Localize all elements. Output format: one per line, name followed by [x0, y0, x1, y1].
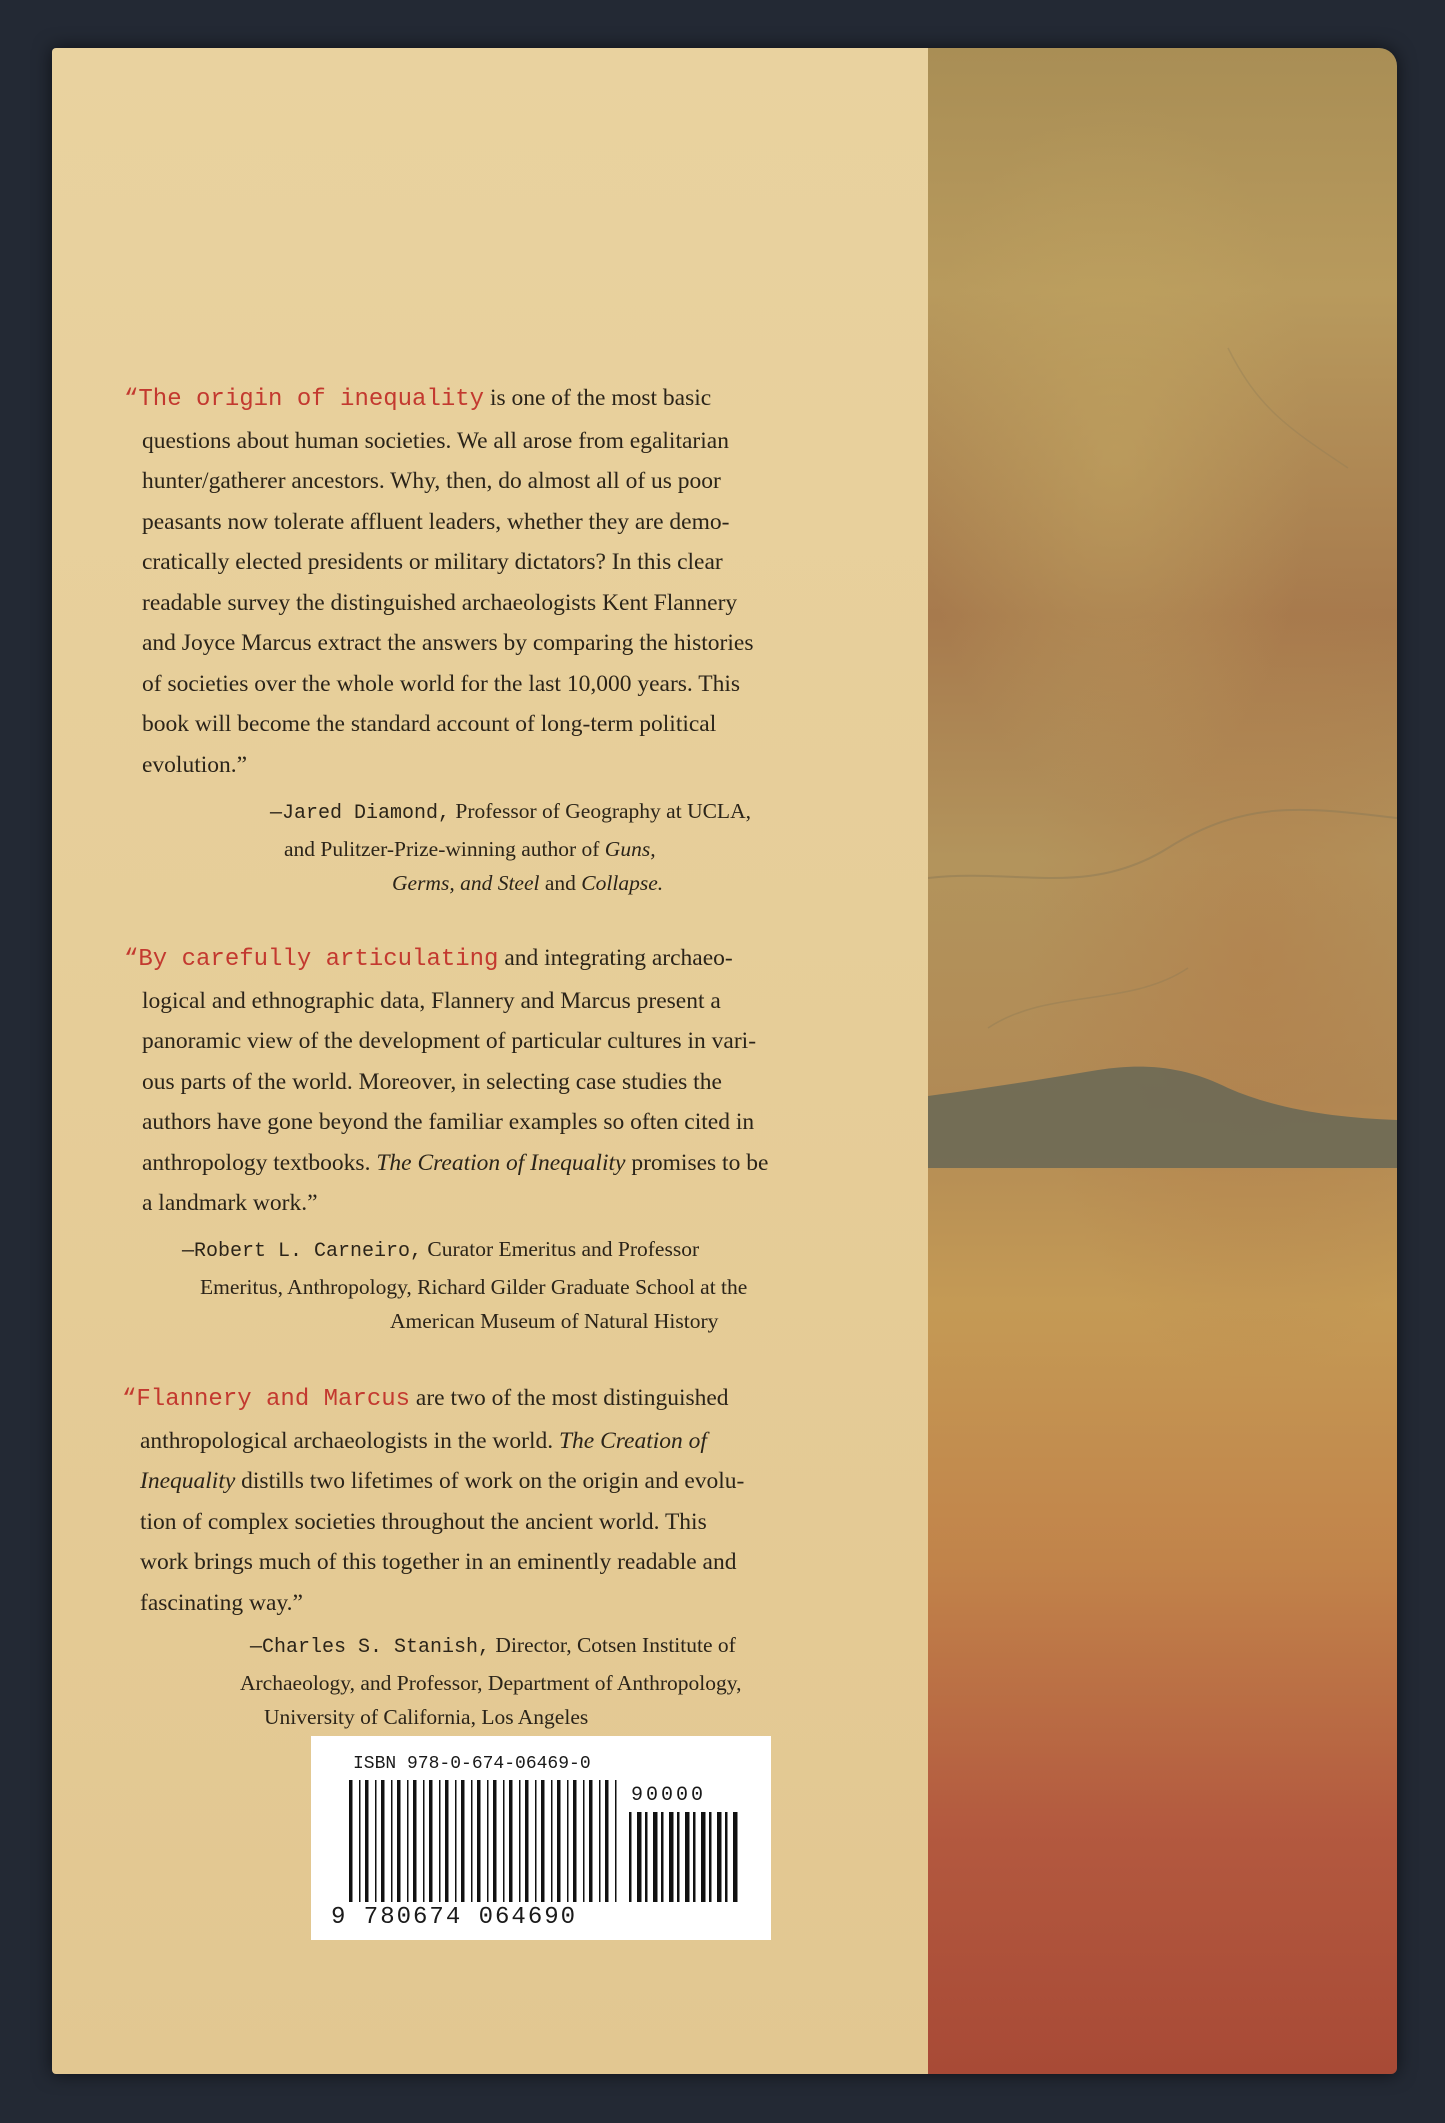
barcode-bar	[541, 1780, 545, 1902]
author-name: —Robert L. Carneiro,	[182, 1240, 423, 1263]
addon-barcode	[629, 1812, 739, 1902]
book-title: Collapse.	[581, 871, 664, 895]
quote-text: ous parts of the world. Moreover, in selecting case studies the	[142, 1068, 722, 1095]
author-name: —Charles S. Stanish,	[250, 1636, 491, 1659]
quote-text: a landmark work.”	[142, 1190, 318, 1216]
quote-text: fascinating way.”	[140, 1589, 303, 1616]
barcode-bar	[439, 1780, 441, 1902]
barcode-bar	[733, 1812, 738, 1902]
barcode-bar	[669, 1812, 674, 1902]
author-title: and Pulitzer-Prize-winning author of	[284, 836, 605, 861]
barcode-bar	[525, 1780, 529, 1902]
barcode-bar	[589, 1780, 593, 1902]
barcode-bar	[413, 1780, 417, 1902]
quote-text: book will become the standard account of long-term political	[142, 711, 717, 737]
barcode-bar	[693, 1812, 696, 1902]
quote-lead: “Flannery and Marcus	[122, 1386, 411, 1413]
barcode-bar	[487, 1780, 489, 1902]
barcode-bar	[637, 1812, 642, 1902]
quote-carneiro	[124, 938, 924, 1224]
barcode-bar	[709, 1812, 712, 1902]
book-title: The Creation of	[558, 1427, 707, 1454]
barcode-bar	[567, 1780, 569, 1902]
author-title: Professor of Geography at UCLA,	[450, 799, 751, 823]
barcode-bar	[573, 1780, 577, 1902]
author-title: Director, Cotsen Institute of	[490, 1633, 736, 1657]
author-title: Archaeology, and Professor, Department of Anthropology,	[240, 1670, 742, 1695]
quote-text: of societies over the whole world for the last 10,000 years. This	[142, 670, 741, 697]
barcode-bar	[717, 1812, 722, 1902]
quote-text: tion of complex societies throughout the ancient world. This	[140, 1508, 707, 1535]
quote-text: panoramic view of the development of particular cultures in vari-	[142, 1028, 757, 1054]
barcode-bar	[653, 1812, 658, 1902]
barcode-bar	[503, 1780, 505, 1902]
barcode-bar	[375, 1780, 377, 1902]
quote-text: logical and ethnographic data, Flannery and Marcus present a	[142, 987, 721, 1014]
quote-lead: “The origin of inequality	[124, 386, 485, 413]
barcode-bar	[551, 1780, 553, 1902]
barcode-bar	[701, 1812, 706, 1902]
quote-diamond	[124, 378, 914, 785]
book-back-cover	[52, 48, 1397, 2074]
author-title: University of California, Los Angeles	[264, 1705, 589, 1729]
ean-barcode	[349, 1780, 619, 1902]
author-title: Emeritus, Anthropology, Richard Gilder Graduate School at the	[200, 1274, 748, 1299]
barcode-bar	[381, 1780, 385, 1902]
quote-text: promises to be	[625, 1149, 769, 1176]
barcode-bar	[471, 1780, 473, 1902]
quote-text: is one of the most basic	[484, 385, 712, 411]
barcode-bar	[461, 1780, 465, 1902]
barcode-bar	[557, 1780, 561, 1902]
quote-text: and Joyce Marcus extract the answers by comparing the histories	[142, 630, 754, 656]
barcode-bar	[397, 1780, 401, 1902]
quote-text: work brings much of this together in an eminently readable and	[140, 1549, 737, 1575]
barcode-bar	[677, 1812, 680, 1902]
barcode-bar	[661, 1812, 664, 1902]
barcode-bar	[629, 1812, 632, 1902]
landscape-artwork	[928, 48, 1397, 2074]
barcode-bar	[605, 1780, 609, 1902]
quote-text: anthropology textbooks.	[142, 1149, 377, 1176]
barcode-bar	[599, 1780, 601, 1902]
barcode-bar	[535, 1780, 537, 1902]
barcode-bar	[509, 1780, 513, 1902]
barcode-bar	[455, 1780, 457, 1902]
quote-text: are two of the most distinguished	[410, 1385, 729, 1411]
quote-text: readable survey the distinguished archaeologists Kent Flannery	[142, 589, 738, 616]
barcode-bar	[429, 1780, 433, 1902]
quote-text: and integrating archaeo-	[498, 945, 733, 971]
attribution-diamond	[270, 794, 890, 901]
isbn-text: ISBN 978-0-674-06469-0	[353, 1754, 591, 1774]
quote-text: questions about human societies. We all arose from egalitarian	[142, 427, 729, 454]
quote-stanish	[122, 1378, 922, 1623]
book-title: The Creation of Inequality	[376, 1149, 626, 1176]
quote-text: distills two lifetimes of work on the origin and evolu-	[235, 1468, 745, 1494]
barcode-bar	[477, 1780, 481, 1902]
author-title: Curator Emeritus and Professor	[422, 1237, 700, 1261]
barcode-bar	[615, 1780, 617, 1902]
author-name: —Jared Diamond,	[270, 802, 451, 825]
ean-digits: 9 780674 064690	[331, 1904, 578, 1931]
quote-text: authors have gone beyond the familiar examples so often cited in	[142, 1109, 755, 1135]
barcode-bar	[445, 1780, 449, 1902]
quote-lead: “By carefully articulating	[124, 946, 499, 973]
text-panel	[52, 48, 928, 2074]
quote-text: cratically elected presidents or military dictators? In this clear	[142, 549, 723, 575]
barcode-bar	[365, 1780, 369, 1902]
author-title: and	[539, 871, 582, 895]
attribution-carneiro	[182, 1232, 922, 1339]
quote-text: peasants now tolerate affluent leaders, whether they are demo-	[142, 508, 730, 535]
book-title: Inequality	[140, 1468, 236, 1494]
price-code: 90000	[631, 1784, 707, 1807]
barcode-bar	[645, 1812, 648, 1902]
barcode-label	[311, 1736, 771, 1940]
quote-text: hunter/gatherer ancestors. Why, then, do almost all of us poor	[142, 468, 721, 494]
quote-text: evolution.”	[142, 751, 248, 778]
barcode-bar	[407, 1780, 409, 1902]
author-title: American Museum of Natural History	[390, 1309, 719, 1333]
barcode-bar	[583, 1780, 585, 1902]
book-title: Germs, and Steel	[392, 871, 540, 895]
hill-silhouette	[928, 1058, 1397, 1168]
barcode-bar	[519, 1780, 521, 1902]
barcode-bar	[391, 1780, 393, 1902]
barcode-bar	[359, 1780, 361, 1902]
attribution-stanish	[240, 1628, 910, 1735]
barcode-bar	[685, 1812, 690, 1902]
barcode-bar	[349, 1780, 353, 1902]
barcode-bar	[725, 1812, 728, 1902]
barcode-bar	[423, 1780, 425, 1902]
barcode-bar	[493, 1780, 497, 1902]
book-title: Guns,	[604, 836, 656, 861]
quote-text: anthropological archaeologists in the world.	[140, 1427, 559, 1454]
